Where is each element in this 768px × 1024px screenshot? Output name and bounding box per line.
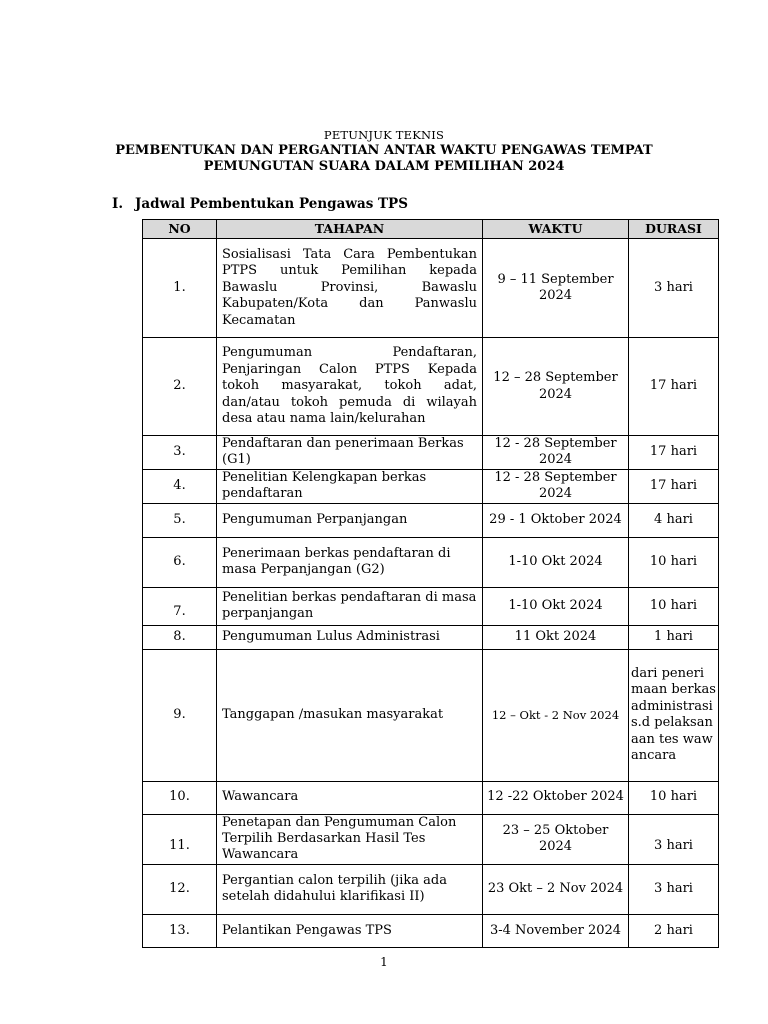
row-duration: 17 hari [629,338,719,436]
column-header-durasi: DURASI [629,220,719,239]
row-duration: dari penerimaan berkas administrasi s.d pelaksanaan tes wawancara [629,649,719,781]
row-time: 1-10 Okt 2024 [483,537,629,587]
section-heading [112,196,408,212]
table-row [143,469,719,503]
row-duration: 2 hari [629,914,719,947]
row-time: 11 Okt 2024 [483,625,629,649]
section-title: Jadwal Pembentukan Pengawas TPS [135,196,408,212]
row-time: 12 - 28 September 2024 [483,436,629,470]
row-number: 5. [143,503,217,537]
row-time: 12 -22 Oktober 2024 [483,781,629,814]
row-stage: Sosialisasi Tata Cara Pembentukan PTPS untuk Pemilihan kepada Bawaslu Provinsi, Bawaslu Kabupaten/Kota dan Panwaslu Kecamatan [217,239,483,338]
row-stage: Pergantian calon terpilih (jika ada setelah didahului klarifikasi II) [217,864,483,914]
row-stage: Penelitian Kelengkapan berkas pendaftaran [217,469,483,503]
table-row [143,503,719,537]
row-number: 6. [143,537,217,587]
table-row [143,239,719,338]
row-stage: Penelitian berkas pendaftaran di masa perpanjangan [217,587,483,625]
column-header-no: NO [143,220,217,239]
row-number: 1. [143,239,217,338]
table-row [143,338,719,436]
row-time: 3-4 November 2024 [483,914,629,947]
row-time: 1-10 Okt 2024 [483,587,629,625]
row-duration: 10 hari [629,537,719,587]
row-time: 23 Okt – 2 Nov 2024 [483,864,629,914]
row-duration: 3 hari [629,814,719,864]
table-row [143,864,719,914]
table-row [143,625,719,649]
table-row [143,587,719,625]
row-number: 7. [143,587,217,625]
table-row [143,781,719,814]
row-time: 29 - 1 Oktober 2024 [483,503,629,537]
row-duration: 17 hari [629,436,719,470]
table-row [143,436,719,470]
row-number: 10. [143,781,217,814]
row-stage: Penerimaan berkas pendaftaran di masa Perpanjangan (G2) [217,537,483,587]
row-time: 12 – Okt - 2 Nov 2024 [483,649,629,781]
column-header-waktu: WAKTU [483,220,629,239]
row-number: 8. [143,625,217,649]
section-number: I. [112,196,124,212]
row-number: 11. [143,814,217,864]
row-number: 3. [143,436,217,470]
row-duration: 3 hari [629,864,719,914]
row-time: 12 – 28 September 2024 [483,338,629,436]
row-stage: Penetapan dan Pengumuman Calon Terpilih Berdasarkan Hasil Tes Wawancara [217,814,483,864]
row-stage: Pengumuman Perpanjangan [217,503,483,537]
row-number: 13. [143,914,217,947]
row-duration: 3 hari [629,239,719,338]
row-time: 12 - 28 September 2024 [483,469,629,503]
row-stage: Wawancara [217,781,483,814]
row-duration: 4 hari [629,503,719,537]
row-stage: Pengumuman Lulus Administrasi [217,625,483,649]
table-row [143,814,719,864]
document-title-line-1: PEMBENTUKAN DAN PERGANTIAN ANTAR WAKTU PENGAWAS TEMPAT [115,143,653,158]
row-duration: 10 hari [629,781,719,814]
document-subtitle: PETUNJUK TEKNIS [323,128,445,142]
row-stage: Pendaftaran dan penerimaan Berkas (G1) [217,436,483,470]
row-time: 9 – 11 September 2024 [483,239,629,338]
column-header-tahapan: TAHAPAN [217,220,483,239]
table-row [143,649,719,781]
row-number: 2. [143,338,217,436]
row-stage: Pengumuman Pendaftaran, Penjaringan Calon PTPS Kepada tokoh masyarakat, tokoh adat, dan/atau tokoh pemuda di wilayah desa atau nama lain/kelurahan [217,338,483,436]
row-duration: 10 hari [629,587,719,625]
row-number: 12. [143,864,217,914]
row-time: 23 – 25 Oktober 2024 [483,814,629,864]
row-duration: 17 hari [629,469,719,503]
row-duration: 1 hari [629,625,719,649]
table-row [143,914,719,947]
schedule-table [142,219,719,948]
page-number: 1 [380,955,388,969]
row-stage: Pelantikan Pengawas TPS [217,914,483,947]
row-number: 4. [143,469,217,503]
document-title-line-2: PEMUNGUTAN SUARA DALAM PEMILIHAN 2024 [203,159,565,174]
row-number: 9. [143,649,217,781]
row-stage: Tanggapan /masukan masyarakat [217,649,483,781]
table-row [143,537,719,587]
table-header-row [143,220,719,239]
